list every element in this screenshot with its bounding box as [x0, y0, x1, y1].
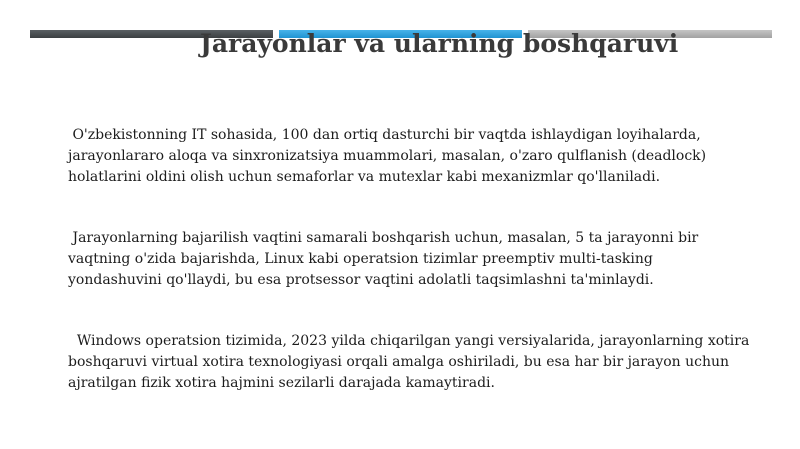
paragraph-line: holatlarini oldini olish uchun semaforlar va mutexlar kabi mexanizmlar qo'llaniladi. [68, 169, 661, 185]
paragraph-3 [68, 331, 768, 394]
paragraph-line: ajratilgan fizik xotira hajmini sezilarli darajada kamaytiradi. [68, 375, 495, 391]
paragraph-1 [68, 125, 768, 188]
paragraph-line: jarayonlararo aloqa va sinxronizatsiya muammolari, masalan, o'zaro qulflanish (deadlock) [68, 148, 707, 164]
paragraph-line: O'zbekistonning IT sohasida, 100 dan ortiq dasturchi bir vaqtda ishlaydigan loyihalarda, [68, 127, 701, 143]
paragraph-line: vaqtning o'zida bajarishda, Linux kabi operatsion tizimlar preemptiv multi-tasking [68, 251, 653, 267]
paragraph-line: boshqaruvi virtual xotira texnologiyasi orqali amalga oshiriladi, bu esa har bir jarayon uchun [68, 354, 730, 370]
paragraph-2 [68, 228, 768, 291]
paragraph-line: Jarayonlarning bajarilish vaqtini samarali boshqarish uchun, masalan, 5 ta jarayonni bir [68, 230, 699, 246]
paragraph-line: Windows operatsion tizimida, 2023 yilda chiqarilgan yangi versiyalarida, jarayonlarning xotira [68, 333, 750, 349]
slide-title: Jarayonlar va ularning boshqaruvi [200, 29, 679, 58]
paragraph-line: yondashuvini qo'llaydi, bu esa protsessor vaqtini adolatli taqsimlashni ta'minlaydi. [68, 272, 654, 288]
